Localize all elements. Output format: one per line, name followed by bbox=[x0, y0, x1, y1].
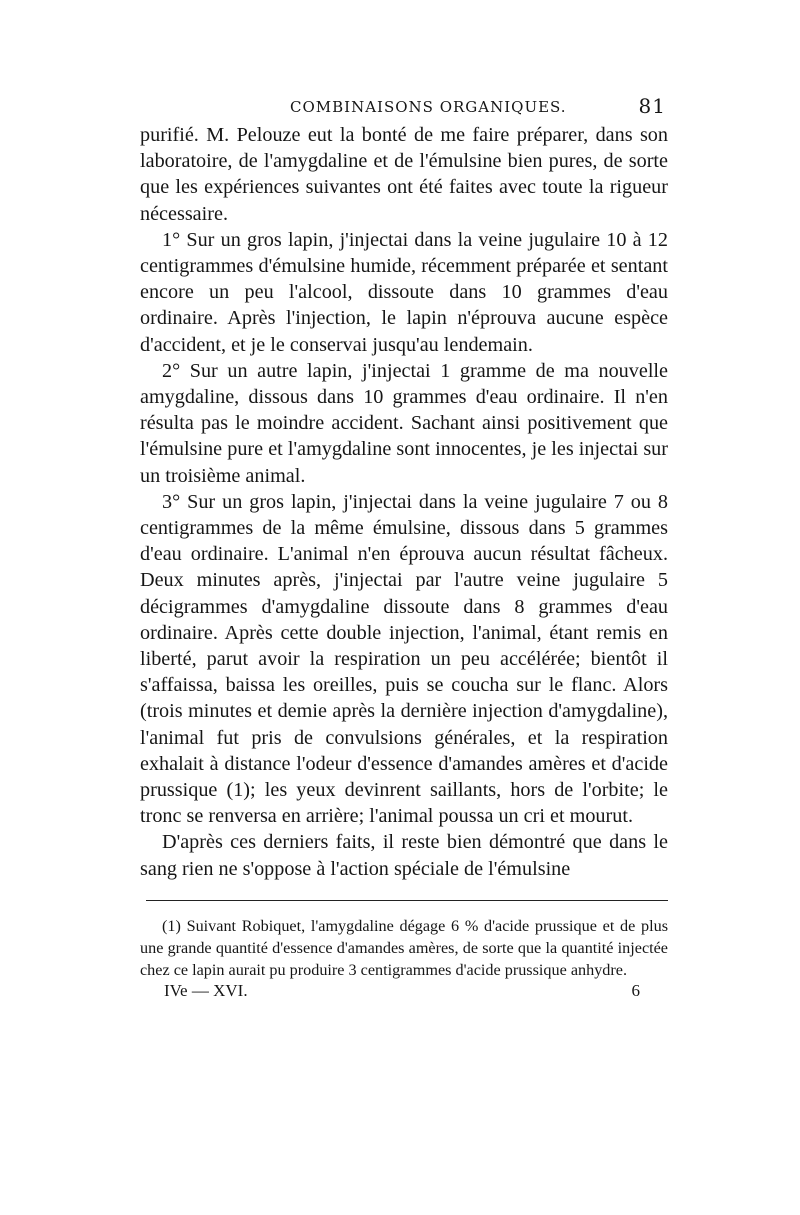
paragraph-conclusion: D'après ces derniers faits, il reste bien démontré que dans le sang rien ne s'oppose à l'action spéciale de l'émulsine bbox=[140, 831, 668, 880]
signature-number: 6 bbox=[631, 980, 640, 1000]
page-number: 81 bbox=[638, 94, 666, 118]
paragraph-experiment-1: 1° Sur un gros lapin, j'injectai dans la veine jugulaire 10 à 12 centigrammes d'émulsine humide, récemment préparée et sentant encore un peu l'alcool, dissoute dans 10 grammes d'eau ordinaire. Après l'injection, le lapin n'éprouva aucune espèce d'accident, et je le conservai jusqu'au lendemain. bbox=[140, 228, 668, 356]
paragraph-experiment-3: 3° Sur un gros lapin, j'injectai dans la veine jugulaire 7 ou 8 centigrammes de la même émulsine, dissous dans 5 grammes d'eau ordinaire. L'animal n'en éprouva aucun résultat fâcheux. Deux minutes après, j'injectai par l'autre veine jugulaire 5 décigrammes d'amygdaline dissoute dans 8 grammes d'eau ordinaire. Après cette double injection, l'animal, étant remis en liberté, parut avoir la respiration un peu accélérée; bientôt il s'affaissa, baissa les oreilles, puis se coucha sur le flanc. Alors (trois minutes et demie après la dernière injection d'amygdaline), l'animal fut pris de convulsions générales, et la respiration exhalait à distance l'odeur d'essence d'amandes amères et d'acide prussique (1); les yeux devinrent saillants, hors de l'orbite; le tronc se renversa en arrière; l'animal poussa un cri et mourut. bbox=[140, 490, 668, 828]
paragraph-continuation: purifié. M. Pelouze eut la bonté de me faire préparer, dans son laboratoire, de l'amygdaline et de l'émulsine bien pures, de sorte que les expériences suivantes ont été faites avec toute la rigueur nécessaire. bbox=[140, 124, 668, 225]
book-page bbox=[140, 92, 668, 1007]
running-title: COMBINAISONS ORGANIQUES. bbox=[290, 98, 567, 116]
paragraph-experiment-2: 2° Sur un autre lapin, j'injectai 1 gramme de ma nouvelle amygdaline, dissous dans 10 grammes d'eau ordinaire. Il n'en résulta pas le moindre accident. Sachant ainsi positivement que l'émulsine pure et l'amygdaline sont innocentes, je les injectai sur un troisième animal. bbox=[140, 359, 668, 487]
body-text bbox=[140, 122, 668, 882]
signature-mark: IVe — XVI. bbox=[164, 980, 248, 1000]
printer-signature bbox=[140, 981, 668, 1007]
footnote-separator bbox=[146, 900, 668, 901]
footnote: (1) Suivant Robiquet, l'amygdaline dégage 6 % d'acide prussique et de plus une grande quantité d'essence d'amandes amères, de sorte que la quantité injectée chez ce lapin aurait pu produire 3 centigrammes d'acide prussique anhydre. bbox=[140, 916, 668, 979]
running-head bbox=[140, 92, 668, 120]
